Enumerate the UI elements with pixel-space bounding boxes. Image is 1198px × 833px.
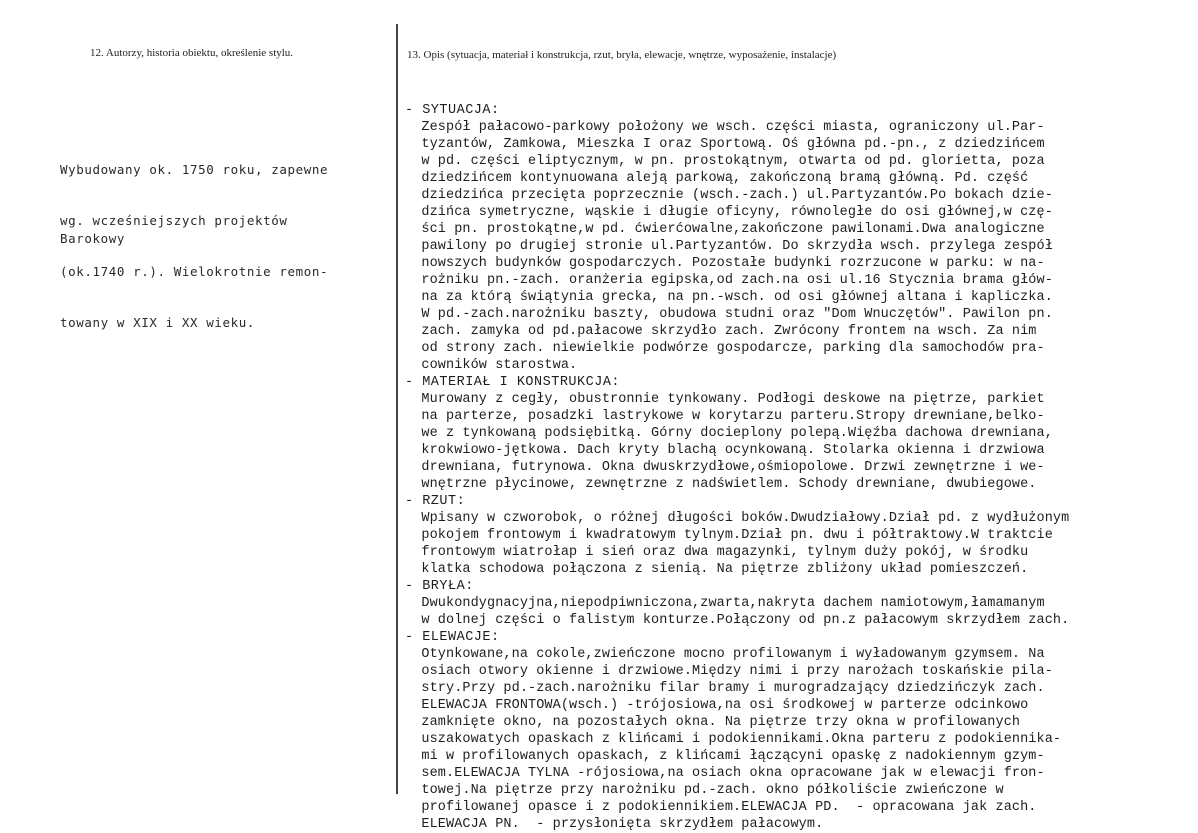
description-line: nowszych budynków gospodarczych. Pozostałe budynki rozrzucone w parku: w na-	[405, 256, 1045, 271]
description-line: stry.Przy pd.-zach.narożniku filar bramy i murogradzający dziedzińczyk zach.	[405, 681, 1045, 696]
description-line: sem.ELEWACJA TYLNA -rójosiowa,na osiach okna opracowane jak w elewacji fron-	[405, 766, 1045, 781]
description-line: W pd.-zach.narożniku baszty, obudowa studni oraz "Dom Wnuczętów". Pawilon pn.	[405, 307, 1053, 322]
description-line: dzińca symetryczne, wąskie i długie oficyny, równoległe do osi głównej,w czę-	[405, 205, 1053, 220]
style-text: Barokowy	[60, 231, 126, 246]
description-line: Wpisany w czworobok, o różnej długości boków.Dwudziałowy.Dział pd. z wydłużonym	[405, 511, 1070, 526]
description-line: Zespół pałacowo-parkowy położony we wsch. części miasta, ograniczony ul.Par-	[405, 120, 1045, 135]
description-line: we z tynkowaną podsiębitką. Górny docieplony polepą.Więźba dachowa drewniana,	[405, 426, 1053, 441]
description-line: od strony zach. niewielkie podwórze gospodarcze, parking dla samochodów pra-	[405, 341, 1045, 356]
description-line: zamknięte okno, na pozostałych okna. Na piętrze trzy okna w profilowanych	[405, 715, 1021, 730]
description-line: Otynkowane,na cokole,zwieńczone mocno profilowanym i wyładowanym gzymsem. Na	[405, 647, 1045, 662]
field-12-label: 12. Autorzy, historia obiektu, określenie stylu.	[90, 47, 294, 59]
description-line: ELEWACJA FRONTOWA(wsch.) -trójosiowa,na osi środkowej w parterze odcinkowo	[405, 698, 1029, 713]
column-divider	[396, 24, 398, 794]
section-heading: - MATERIAŁ I KONSTRUKCJA:	[405, 375, 621, 390]
description-line: Murowany z cegły, obustronnie tynkowany. Podłogi deskowe na piętrze, parkiet	[405, 392, 1045, 407]
description-line: uszakowatych opaskach z klińcami i podokiennikami.Okna parteru z podokiennika-	[405, 732, 1062, 747]
description-line: krokwiowo-jętkowa. Dach kryty blachą ocynkowaną. Stolarka okienna i drzwiowa	[405, 443, 1045, 458]
description-line: wnętrzne płycinowe, zewnętrzne z nadświetlem. Schody drewniane, dwubiegowe.	[405, 477, 1037, 492]
history-line: Wybudowany ok. 1750 roku, zapewne	[60, 162, 329, 177]
description-line: osiach otwory okienne i drzwiowe.Między nimi i przy narożach toskańskie pila-	[405, 664, 1053, 679]
description-line: pokojem frontowym i kwadratowym tylnym.Dział pn. dwu i półtraktowy.W traktcie	[405, 528, 1053, 543]
description-line: Dwukondygnacyjna,niepodpiwniczona,zwarta,nakryta dachem namiotowym,łamamanym	[405, 596, 1045, 611]
section-heading: - ELEWACJE:	[405, 630, 500, 645]
description-line: towej.Na piętrze przy narożniku pd.-zach. okno półkoliście zwieńczone w	[405, 783, 1004, 798]
description-line: na parterze, posadzki lastrykowe w korytarzu parteru.Stropy drewniane,belko-	[405, 409, 1045, 424]
section-heading: - BRYŁA:	[405, 579, 474, 594]
description-line: drewniana, futrynowa. Okna dwuskrzydłowe,ośmiopolowe. Drzwi zewnętrzne i we-	[405, 460, 1045, 475]
description-line: ści pn. prostokątne,w pd. ćwierćowalne,zakończone pawilonami.Dwa analogiczne	[405, 222, 1045, 237]
field-13-label: 13. Opis (sytuacja, materiał i konstrukcja, rzut, bryła, elewacje, wnętrze, wyposażenie, instalacje)	[407, 49, 837, 61]
description-line: profilowanej opasce i z podokiennikiem.ELEWACJA PD. - opracowana jak zach.	[405, 800, 1037, 815]
history-line: wg. wcześniejszych projektów	[60, 213, 288, 228]
description-line: pawilony po drugiej stronie ul.Partyzantów. Do skrzydła wsch. przylega zespół	[405, 239, 1053, 254]
history-line: towany w XIX i XX wieku.	[60, 315, 256, 330]
description-line: na za którą świątynia grecka, na pn.-wsch. od osi głównej altana i kapliczka.	[405, 290, 1053, 305]
description-line: dziedzińca przecięta poprzecznie (wsch.-zach.) ul.Partyzantów.Po bokach dzie-	[405, 188, 1053, 203]
description-line: w dolnej części o falistym konturze.Połączony od pn.z pałacowym skrzydłem zach.	[405, 613, 1070, 628]
description-line: mi w profilowanych opaskach, z klińcami łączącyni opaskę z nadokiennym gzym-	[405, 749, 1045, 764]
description-line: tyzantów, Zamkowa, Mieszka I oraz Sportową. Oś główna pd.-pn., z dziedzińcem	[405, 137, 1045, 152]
description-line: zach. zamyka od pd.pałacowe skrzydło zach. Zwrócony frontem na wsch. Za nim	[405, 324, 1037, 339]
description-line: w pd. części eliptycznym, w pn. prostokątnym, otwarta od pd. glorietta, poza	[405, 154, 1045, 169]
description-line: ELEWACJA PN. - przysłonięta skrzydłem pałacowym.	[405, 817, 824, 832]
section-heading: - RZUT:	[405, 494, 466, 509]
section-heading: - SYTUACJA:	[405, 103, 500, 118]
description-line: dziedzińcem kontynuowana aleją parkową, zakończoną bramą główną. Pd. część	[405, 171, 1029, 186]
history-line: (ok.1740 r.). Wielokrotnie remon-	[60, 264, 329, 279]
description-text	[405, 102, 1069, 833]
description-line: rożniku pn.-zach. oranżeria egipska,od zach.na osi ul.16 Stycznia brama głów-	[405, 273, 1053, 288]
description-line: frontowym wiatrołap i sień oraz dwa magazynki, tylnym duży pokój, w środku	[405, 545, 1029, 560]
description-line: klatka schodowa połączona z sienią. Na piętrze zbliżony układ pomieszczeń.	[405, 562, 1029, 577]
description-line: cowników starostwa.	[405, 358, 578, 373]
